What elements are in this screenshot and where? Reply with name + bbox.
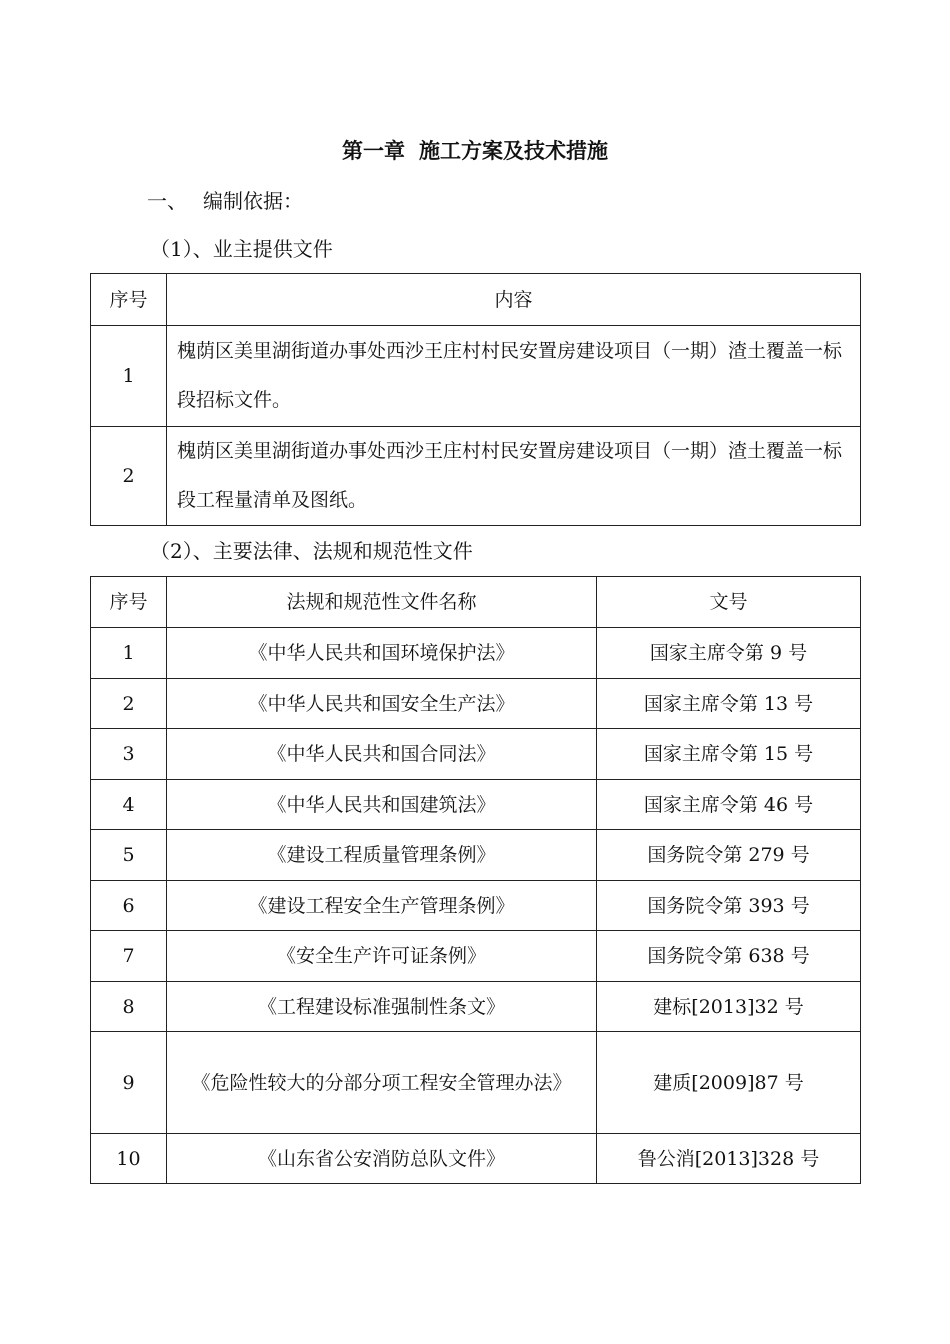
row-doc-number: 国家主席令第 15 号 [597, 729, 861, 780]
table-row [91, 427, 861, 526]
table-row [91, 931, 861, 982]
row-name: 《建设工程质量管理条例》 [167, 830, 597, 881]
row-doc-number: 国家主席令第 9 号 [597, 628, 861, 679]
row-doc-number: 国家主席令第 46 号 [597, 780, 861, 830]
row-doc-number: 国家主席令第 13 号 [597, 679, 861, 729]
chapter-title [0, 133, 950, 169]
table-row [91, 326, 861, 427]
row-name: 《安全生产许可证条例》 [167, 931, 597, 982]
row-no: 1 [91, 628, 167, 679]
row-name: 《工程建设标准强制性条文》 [167, 982, 597, 1032]
section-heading [147, 184, 303, 218]
row-name: 《中华人民共和国环境保护法》 [167, 628, 597, 679]
row-content: 槐荫区美里湖街道办事处西沙王庄村村民安置房建设项目（一期）渣土覆盖一标段招标文件。 [167, 326, 861, 427]
row-no: 7 [91, 931, 167, 982]
subsection-owner-documents: （1）、业主提供文件 [150, 237, 333, 261]
table-row [91, 830, 861, 881]
regulations-table [90, 576, 861, 1184]
chapter-number: 第一章 [342, 138, 405, 163]
table-row [91, 881, 861, 931]
row-name: 《建设工程安全生产管理条例》 [167, 881, 597, 931]
row-no: 6 [91, 881, 167, 931]
row-no: 8 [91, 982, 167, 1032]
row-no: 9 [91, 1032, 167, 1134]
table-row [91, 1134, 861, 1184]
row-doc-number: 建标[2013]32 号 [597, 982, 861, 1032]
row-doc-number: 国务院令第 279 号 [597, 830, 861, 881]
table-row [91, 1032, 861, 1134]
table-row [91, 679, 861, 729]
row-no: 4 [91, 780, 167, 830]
row-no: 2 [91, 427, 167, 526]
chapter-name: 施工方案及技术措施 [419, 138, 608, 163]
row-no: 1 [91, 326, 167, 427]
header-no: 序号 [91, 274, 167, 326]
table-row [91, 982, 861, 1032]
owner-documents-table [90, 273, 861, 526]
row-doc-number: 国务院令第 638 号 [597, 931, 861, 982]
table-row [91, 628, 861, 679]
row-doc-number: 建质[2009]87 号 [597, 1032, 861, 1134]
table-row [91, 729, 861, 780]
header-name: 法规和规范性文件名称 [167, 577, 597, 628]
row-name: 《中华人民共和国合同法》 [167, 729, 597, 780]
table-header-row [91, 577, 861, 628]
header-no: 序号 [91, 577, 167, 628]
table-header-row [91, 274, 861, 326]
row-name: 《中华人民共和国建筑法》 [167, 780, 597, 830]
section-number: 一、 [147, 189, 187, 213]
row-no: 10 [91, 1134, 167, 1184]
section-label: 编制依据： [203, 189, 303, 213]
row-no: 2 [91, 679, 167, 729]
row-content: 槐荫区美里湖街道办事处西沙王庄村村民安置房建设项目（一期）渣土覆盖一标段工程量清单及图纸。 [167, 427, 861, 526]
row-name: 《中华人民共和国安全生产法》 [167, 679, 597, 729]
row-no: 5 [91, 830, 167, 881]
row-name: 《危险性较大的分部分项工程安全管理办法》 [167, 1032, 597, 1134]
row-name: 《山东省公安消防总队文件》 [167, 1134, 597, 1184]
table-row [91, 780, 861, 830]
row-doc-number: 国务院令第 393 号 [597, 881, 861, 931]
header-doc-number: 文号 [597, 577, 861, 628]
subsection-laws-regulations: （2）、主要法律、法规和规范性文件 [150, 539, 473, 563]
row-no: 3 [91, 729, 167, 780]
row-doc-number: 鲁公消[2013]328 号 [597, 1134, 861, 1184]
header-content: 内容 [167, 274, 861, 326]
